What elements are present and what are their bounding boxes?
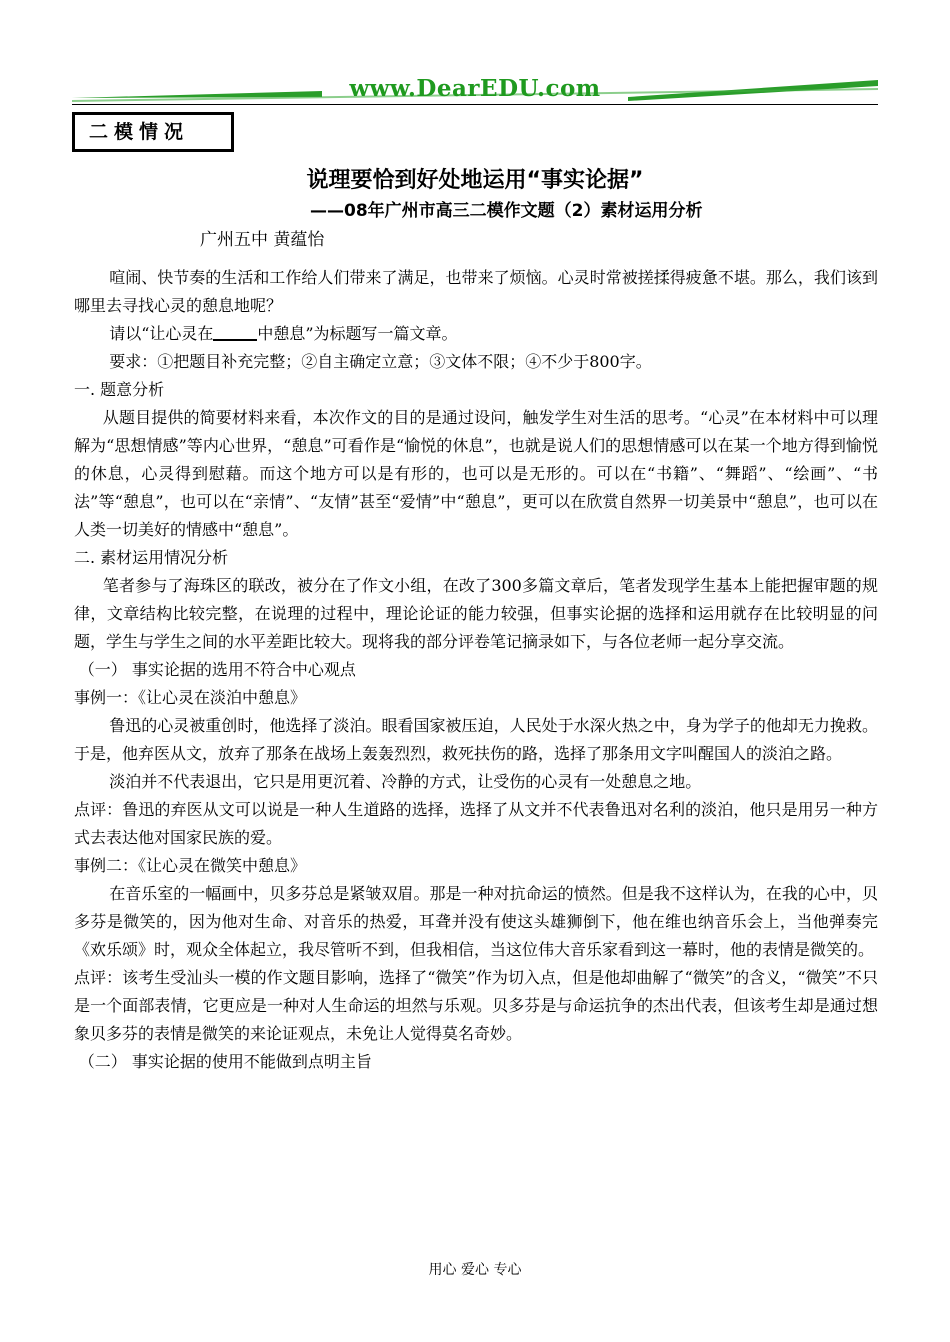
section-heading: 二. 素材运用情况分析: [74, 548, 229, 567]
page-footer: 用心 爱心 专心: [428, 1262, 522, 1278]
article-author: 广州五中 黄蕴怡: [200, 230, 325, 250]
header-rule: [72, 104, 878, 105]
prompt-instruction-start: 请以“让心灵在: [109, 324, 214, 343]
example-paragraph: 在音乐室的一幅画中，贝多芬总是紧皱双眉。那是一种对抗命运的愤然。但是我不这样认为，在我的心中，贝多芬是微笑的，因为他对生命、对音乐的热爱，耳聋并没有使这头雄狮倒下，他在维也纳音乐会上，当他弹奏完《欢乐颂》时，观众全体起立，我尽管听不到，但我相信，当这位伟大音乐家看到这一幕时，他的表情是微笑的。: [74, 884, 878, 959]
section-heading: 一. 题意分析: [74, 380, 165, 399]
article-subtitle: ——08年广州市高三二模作文题（2）素材运用分析: [310, 201, 703, 221]
title-blank: [213, 323, 257, 341]
example-comment: 点评：鲁迅的弃医从文可以说是一种人生道路的选择，选择了从文并不代表鲁迅对名利的淡泊，他只是用另一种方式去表达他对国家民族的爱。: [74, 800, 878, 847]
section-paragraph: 从题目提供的简要材料来看，本次作文的目的是通过设问，触发学生对生活的思考。“心灵”在本材料中可以理解为“思想情感”等内心世界，“憩息”可看作是“愉悦的休息”，也就是说人们的思想情感可以在某一个地方得到愉悦的休息，心灵得到慰藉。而这个地方可以是有形的，也可以是无形的。可以在“书籍”、“舞蹈”、“绘画”、“书法”等“憩息”，也可以在“亲情”、“友情”甚至“爱情”中“憩息”，更可以在欣赏自然界一切美景中“憩息”，也可以在人类一切美好的情感中“憩息”。: [74, 408, 878, 539]
prompt-instruction: [74, 320, 878, 348]
example-comment: 点评：该考生受汕头一模的作文题目影响，选择了“微笑”作为切入点，但是他却曲解了“微笑”的含义，“微笑”不只是一个面部表情，它更应是一种对人生命运的坦然与乐观。贝多芬是与命运抗争的杰出代表，但该考生却是通过想象贝多芬的表情是微笑的来论证观点，未免让人觉得莫名奇妙。: [74, 968, 878, 1043]
article-body: [74, 264, 878, 1076]
example-paragraph: 淡泊并不代表退出，它只是用更沉着、冷静的方式，让受伤的心灵有一处憩息之地。: [109, 772, 702, 791]
article-title: 说理要恰到好处地运用“事实论据”: [306, 168, 644, 193]
site-banner: [72, 74, 878, 104]
section-label-box: 二模情况: [72, 112, 234, 152]
site-logo-text: www.DearEDU.com: [349, 75, 601, 102]
example-paragraph: 鲁迅的心灵被重创时，他选择了淡泊。眼看国家被压迫，人民处于水深火热之中，身为学子的他却无力挽救。于是，他弃医从文，放弃了那条在战场上轰轰烈烈，救死扶伤的路，选择了那条用文字叫醒国人的淡泊之路。: [74, 716, 878, 763]
prompt-paragraph: 喧闹、快节奏的生活和工作给人们带来了满足，也带来了烦恼。心灵时常被搓揉得疲惫不堪。那么，我们该到哪里去寻找心灵的憩息地呢？: [74, 268, 878, 315]
section-paragraph: 笔者参与了海珠区的联改，被分在了作文小组，在改了300多篇文章后，笔者发现学生基本上能把握审题的规律，文章结构比较完整，在说理的过程中，理论论证的能力较强，但事实论据的选择和运用就存在比较明显的问题，学生与学生之间的水平差距比较大。现将我的部分评卷笔记摘录如下，与各位老师一起分享交流。: [74, 576, 878, 651]
prompt-instruction-end: 中憩息”为标题写一篇文章。: [257, 324, 458, 343]
example-label: 事例二：《让心灵在微笑中憩息》: [74, 856, 307, 875]
subsection-heading: （一） 事实论据的选用不符合中心观点: [78, 660, 356, 679]
example-label: 事例一：《让心灵在淡泊中憩息》: [74, 688, 307, 707]
subsection-heading: （二） 事实论据的使用不能做到点明主旨: [78, 1052, 372, 1071]
prompt-requirements: 要求：①把题目补充完整；②自主确定立意；③文体不限；④不少于800字。: [109, 352, 652, 371]
